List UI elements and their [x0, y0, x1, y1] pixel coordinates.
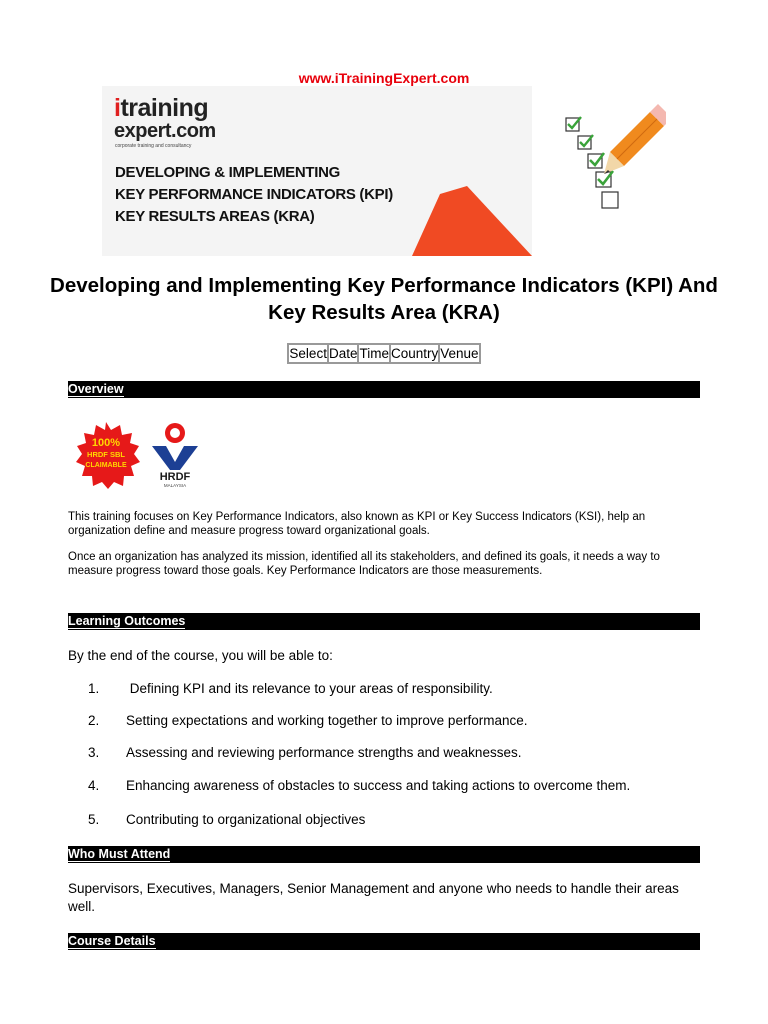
- banner-title-line-3: KEY RESULTS AREAS (KRA): [115, 208, 315, 225]
- list-text: Assessing and reviewing performance strengths and weaknesses.: [126, 745, 522, 760]
- logo-training: training: [120, 94, 209, 122]
- tab-time[interactable]: Time: [359, 346, 389, 361]
- overview-paragraph-2: Once an organization has analyzed its mission, identified all its stakeholders, and defined its goals, it needs a way to measure progress toward those goals. Key Performance Indicators are those measurements.: [68, 551, 660, 577]
- section-header-learning-outcomes: [68, 613, 700, 630]
- tab-venue[interactable]: Venue: [440, 346, 479, 361]
- checkbox-checked-icon: [566, 117, 581, 131]
- section-title: Learning Outcomes: [68, 614, 186, 628]
- list-number: 3.: [88, 745, 100, 760]
- badge-sbl: HRDF SBL: [87, 450, 125, 459]
- banner-title-line-1: DEVELOPING & IMPLEMENTING: [115, 164, 341, 181]
- list-text: Setting expectations and working together to improve performance.: [126, 713, 528, 728]
- hrdf-name: HRDF: [159, 471, 191, 483]
- tab-select[interactable]: Select: [289, 346, 327, 361]
- attendee-description: Supervisors, Executives, Managers, Senior Management and anyone who needs to handle their areas well.: [68, 881, 679, 914]
- section-header-who-must-attend: [68, 846, 700, 863]
- banner-title-line-2: KEY PERFORMANCE INDICATORS (KPI): [115, 186, 393, 203]
- list-text: Contributing to organizational objectives: [126, 812, 366, 827]
- checkbox-empty-icon: [602, 192, 618, 208]
- section-header-course-details: [68, 933, 700, 950]
- list-text: Enhancing awareness of obstacles to success and taking actions to overcome them.: [126, 778, 631, 793]
- badge-percent: 100%: [91, 437, 121, 449]
- hrdf-claimable-badge: [76, 422, 140, 489]
- list-text: Defining KPI and its relevance to your areas of responsibility.: [126, 681, 493, 696]
- section-title: Who Must Attend: [68, 847, 171, 861]
- site-url-link[interactable]: www.iTrainingExpert.com: [298, 70, 470, 86]
- schedule-tab-table: [287, 343, 480, 364]
- badge-group: [72, 420, 212, 495]
- badge-claimable: CLAIMABLE: [85, 462, 127, 469]
- section-header-overview: [68, 381, 700, 398]
- logo-tagline: corporate training and consultancy: [115, 143, 192, 149]
- schedule-tabs: [0, 343, 768, 364]
- section-title: Overview: [68, 382, 124, 396]
- learning-intro: By the end of the course, you will be able to:: [68, 648, 333, 663]
- hrdf-logo: [152, 423, 198, 488]
- badges-artwork: [72, 420, 212, 490]
- hrdf-country: MALAYSIA: [163, 483, 187, 488]
- list-number: 2.: [88, 713, 100, 728]
- section-title: Course Details: [68, 934, 156, 948]
- artwork-background: [532, 86, 666, 256]
- list-number: 1.: [88, 681, 100, 696]
- page-title: Developing and Implementing Key Performance Indicators (KPI) And Key Results Area (KRA): [50, 274, 718, 324]
- checkbox-checked-icon: [588, 153, 604, 168]
- overview-paragraph-1: This training focuses on Key Performance Indicators, also known as KPI or Key Success Indicators (KSI), help an organization define and measure progress toward organizational goals.: [68, 511, 646, 537]
- logo-i: i: [114, 94, 121, 122]
- logo-expert: expert.com: [114, 120, 216, 142]
- checkbox-checked-icon: [578, 135, 593, 149]
- banner-artwork: [102, 86, 666, 256]
- course-banner: [102, 86, 666, 256]
- red-swoosh-shape: [412, 186, 532, 256]
- list-number: 5.: [88, 812, 100, 827]
- tab-country[interactable]: Country: [390, 346, 439, 361]
- tab-date[interactable]: Date: [328, 346, 358, 361]
- list-number: 4.: [88, 778, 100, 793]
